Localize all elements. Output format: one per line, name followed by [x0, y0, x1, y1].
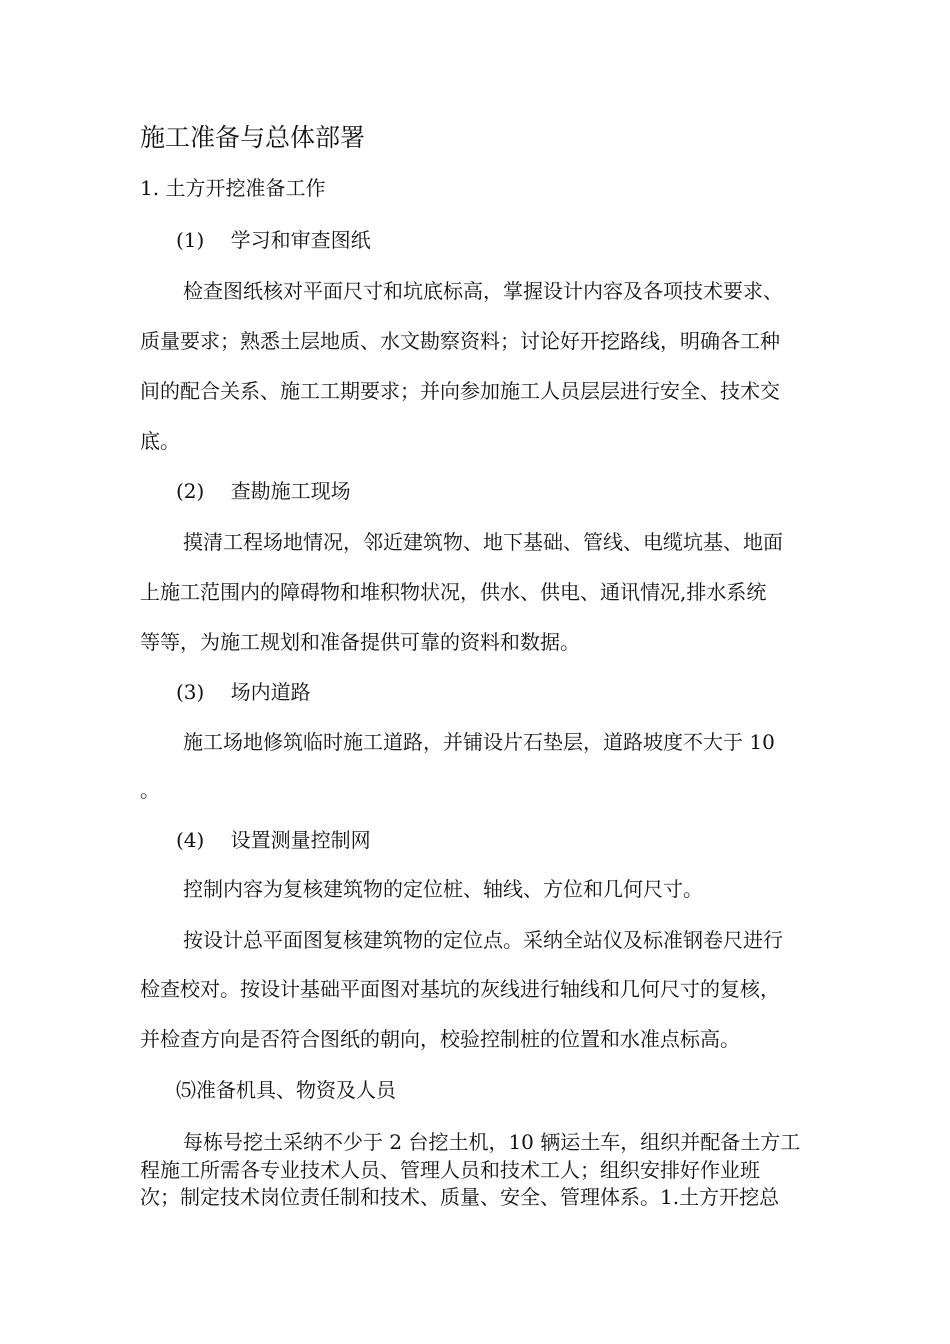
paragraph-line: 次；制定技术岗位责任制和技术、质量、安全、管理体系。1.土方开挖总 — [140, 1185, 780, 1209]
paragraph-line: 控制内容为复核建筑物的定位桩、轴线、方位和几何尺寸。 — [183, 877, 703, 901]
paragraph-line: 检查校对。按设计基础平面图对基坑的灰线进行轴线和几何尺寸的复核， — [140, 977, 780, 1001]
page-title: 施工准备与总体部署 — [140, 123, 366, 152]
paragraph-line: 间的配合关系、施工工期要求；并向参加施工人员层层进行安全、技术交 — [140, 379, 780, 403]
paragraph-line: 摸清工程场地情况，邻近建筑物、地下基础、管线、电缆坑基、地面 — [183, 530, 783, 554]
item-heading-4: (4) 设置测量控制网 — [176, 828, 371, 852]
paragraph-line: 。 — [140, 778, 160, 802]
section-heading: 1. 土方开挖准备工作 — [140, 176, 326, 200]
paragraph-line: 每栋号挖土采纳不少于 2 台挖土机，10 辆运土车，组织并配备土方工 — [183, 1130, 801, 1154]
paragraph-line: 施工场地修筑临时施工道路，并铺设片石垫层，道路坡度不大于 10 — [183, 730, 775, 754]
paragraph-line: 检查图纸核对平面尺寸和坑底标高，掌握设计内容及各项技术要求、 — [183, 279, 783, 303]
paragraph-line: 并检查方向是否符合图纸的朝向，校验控制桩的位置和水准点标高。 — [140, 1027, 740, 1051]
paragraph-line: 质量要求；熟悉土层地质、水文勘察资料；讨论好开挖路线，明确各工种 — [140, 329, 780, 353]
paragraph-line: 上施工范围内的障碍物和堆积物状况，供水、供电、通讯情况,排水系统 — [140, 580, 767, 604]
item-heading-1: (1) 学习和审查图纸 — [176, 228, 371, 252]
item-heading-5: ⑸准备机具、物资及人员 — [176, 1078, 396, 1102]
paragraph-line: 程施工所需各专业技术人员、管理人员和技术工人；组织安排好作业班 — [140, 1158, 760, 1182]
item-heading-3: (3) 场内道路 — [176, 680, 311, 704]
paragraph-line: 等等，为施工规划和准备提供可靠的资料和数据。 — [140, 630, 580, 654]
item-heading-2: (2) 查勘施工现场 — [176, 479, 351, 503]
paragraph-line: 按设计总平面图复核建筑物的定位点。采纳全站仪及标准钢卷尺进行 — [183, 928, 783, 952]
paragraph-line: 底。 — [140, 429, 180, 453]
